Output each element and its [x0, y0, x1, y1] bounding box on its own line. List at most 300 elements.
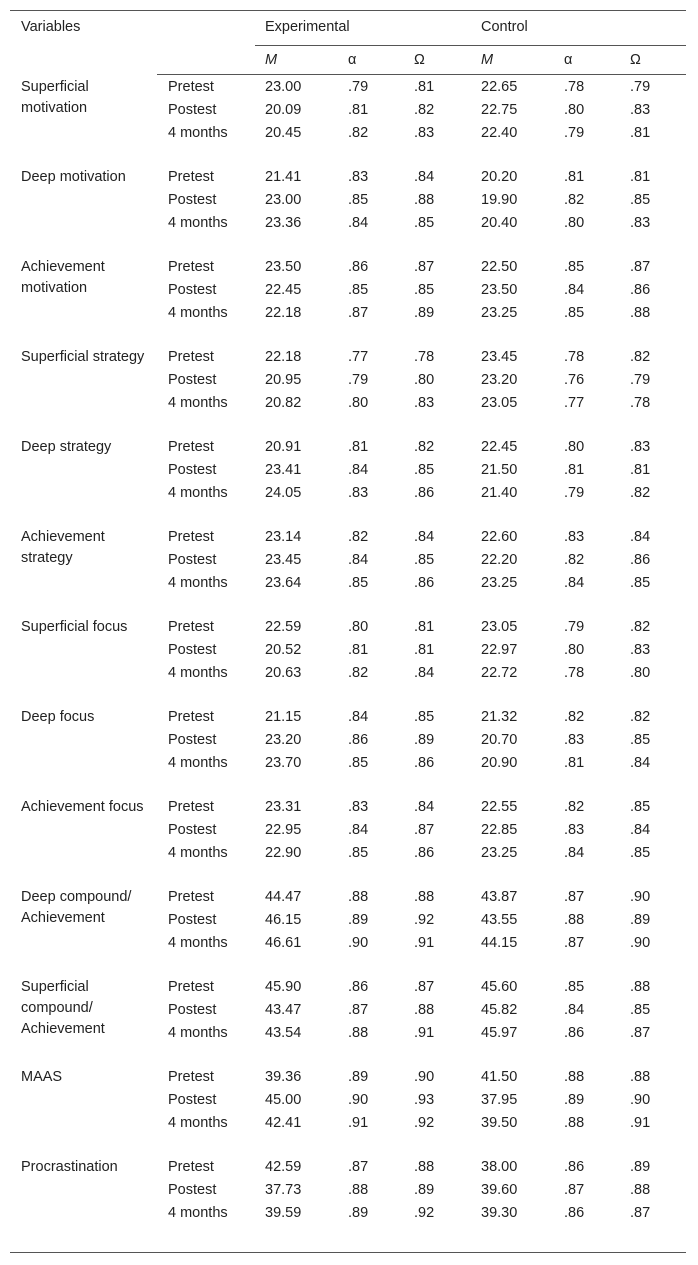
value-cell: .88	[630, 1182, 651, 1198]
value-cell: .85	[348, 575, 369, 591]
value-cell: 42.59	[265, 1159, 302, 1175]
value-cell: .85	[414, 552, 435, 568]
value-cell: .78	[630, 395, 651, 411]
value-cell: .85	[414, 215, 435, 231]
value-cell: 41.50	[481, 1069, 518, 1085]
value-cell: .92	[414, 1115, 435, 1131]
value-cell: .80	[564, 102, 585, 118]
value-cell: 20.20	[481, 169, 518, 185]
value-cell: .85	[564, 979, 585, 995]
value-cell: 37.95	[481, 1092, 518, 1108]
value-cell: 19.90	[481, 192, 518, 208]
value-cell: .84	[348, 822, 369, 838]
value-cell: 39.59	[265, 1205, 302, 1221]
value-cell: 23.25	[481, 845, 518, 861]
value-cell: 20.91	[265, 439, 302, 455]
value-cell: 23.41	[265, 462, 302, 478]
value-cell: 42.41	[265, 1115, 302, 1131]
value-cell: .92	[414, 1205, 435, 1221]
value-cell: .90	[630, 1092, 651, 1108]
value-cell: 20.45	[265, 125, 302, 141]
value-cell: .83	[630, 215, 651, 231]
value-cell: .79	[348, 79, 369, 95]
value-cell: 22.45	[265, 282, 302, 298]
table-row	[10, 1157, 686, 1247]
value-cell: .89	[348, 1205, 369, 1221]
variable-name: Superficial motivation	[21, 79, 89, 116]
time-point: 4 months	[168, 665, 228, 681]
value-cell: .81	[348, 102, 369, 118]
value-cell: .85	[348, 282, 369, 298]
value-cell: .90	[630, 889, 651, 905]
table-row	[10, 1067, 686, 1157]
value-cell: .81	[414, 79, 435, 95]
value-cell: .81	[348, 439, 369, 455]
header-control: Control	[481, 19, 528, 35]
value-cell: 22.72	[481, 665, 518, 681]
variable-name: Superficial compound/ Achievement	[21, 979, 105, 1037]
value-cell: .85	[630, 1002, 651, 1018]
value-cell: 20.40	[481, 215, 518, 231]
value-cell: 23.31	[265, 799, 302, 815]
value-cell: .81	[630, 125, 651, 141]
value-cell: .88	[414, 192, 435, 208]
time-point: Pretest	[168, 259, 214, 275]
value-cell: .87	[414, 822, 435, 838]
value-cell: .87	[348, 305, 369, 321]
value-cell: .79	[564, 485, 585, 501]
value-cell: .86	[414, 575, 435, 591]
header-stat: M	[481, 52, 494, 68]
value-cell: 23.70	[265, 755, 302, 771]
time-point: 4 months	[168, 1115, 228, 1131]
header-variables: Variables	[21, 19, 81, 35]
value-cell: .83	[348, 799, 369, 815]
value-cell: .90	[414, 1069, 435, 1085]
value-cell: .87	[348, 1002, 369, 1018]
value-cell: .81	[414, 619, 435, 635]
value-cell: .83	[414, 125, 435, 141]
value-cell: 46.15	[265, 912, 302, 928]
value-cell: 23.20	[481, 372, 518, 388]
time-point: Pretest	[168, 979, 214, 995]
value-cell: .87	[630, 1025, 651, 1041]
time-point: 4 months	[168, 305, 228, 321]
value-cell: .85	[414, 282, 435, 298]
value-cell: .79	[564, 125, 585, 141]
time-point: Postest	[168, 1182, 217, 1198]
value-cell: .83	[564, 732, 585, 748]
variable-name: Deep strategy	[21, 439, 112, 455]
value-cell: .81	[414, 642, 435, 658]
value-cell: .81	[564, 462, 585, 478]
header-experimental: Experimental	[265, 19, 350, 35]
value-cell: .88	[348, 889, 369, 905]
value-cell: .88	[630, 305, 651, 321]
value-cell: .88	[414, 1002, 435, 1018]
time-point: Postest	[168, 822, 217, 838]
value-cell: .86	[414, 845, 435, 861]
value-cell: .80	[564, 439, 585, 455]
table-row	[10, 707, 686, 797]
value-cell: .82	[414, 439, 435, 455]
value-cell: 22.65	[481, 79, 518, 95]
value-cell: .89	[348, 912, 369, 928]
value-cell: .85	[630, 192, 651, 208]
header-stat: α	[564, 52, 573, 68]
value-cell: .88	[414, 1159, 435, 1175]
value-cell: .84	[414, 665, 435, 681]
value-cell: 23.05	[481, 619, 518, 635]
time-point: 4 months	[168, 845, 228, 861]
value-cell: 45.97	[481, 1025, 518, 1041]
table-row	[10, 77, 686, 167]
value-cell: .79	[630, 372, 651, 388]
value-cell: .87	[414, 259, 435, 275]
value-cell: .83	[414, 395, 435, 411]
value-cell: 21.41	[265, 169, 302, 185]
value-cell: .77	[564, 395, 585, 411]
table-row	[10, 527, 686, 617]
value-cell: .84	[414, 169, 435, 185]
value-cell: .85	[414, 709, 435, 725]
time-point: Postest	[168, 192, 217, 208]
value-cell: .84	[348, 552, 369, 568]
table-row	[10, 437, 686, 527]
value-cell: .86	[564, 1025, 585, 1041]
value-cell: .82	[414, 102, 435, 118]
value-cell: .84	[414, 799, 435, 815]
value-cell: .77	[348, 349, 369, 365]
time-point: Postest	[168, 282, 217, 298]
value-cell: 22.97	[481, 642, 518, 658]
value-cell: 23.00	[265, 192, 302, 208]
time-point: Pretest	[168, 1159, 214, 1175]
value-cell: 22.55	[481, 799, 518, 815]
variable-name: Deep compound/ Achievement	[21, 889, 132, 926]
time-point: Postest	[168, 1092, 217, 1108]
time-point: 4 months	[168, 1205, 228, 1221]
value-cell: .87	[414, 979, 435, 995]
value-cell: .80	[564, 215, 585, 231]
value-cell: .89	[414, 305, 435, 321]
value-cell: .84	[564, 282, 585, 298]
value-cell: .88	[630, 979, 651, 995]
table-row	[10, 257, 686, 347]
value-cell: .91	[348, 1115, 369, 1131]
value-cell: 45.00	[265, 1092, 302, 1108]
value-cell: .86	[348, 979, 369, 995]
value-cell: .76	[564, 372, 585, 388]
value-cell: 23.05	[481, 395, 518, 411]
value-cell: .86	[630, 552, 651, 568]
value-cell: 43.87	[481, 889, 518, 905]
value-cell: 22.75	[481, 102, 518, 118]
value-cell: .87	[564, 1182, 585, 1198]
value-cell: .84	[348, 709, 369, 725]
value-cell: .86	[414, 485, 435, 501]
value-cell: .84	[564, 575, 585, 591]
time-point: 4 months	[168, 485, 228, 501]
value-cell: .81	[564, 169, 585, 185]
value-cell: 22.50	[481, 259, 518, 275]
value-cell: .88	[564, 1069, 585, 1085]
value-cell: .87	[564, 935, 585, 951]
value-cell: .88	[414, 889, 435, 905]
value-cell: 39.36	[265, 1069, 302, 1085]
value-cell: 45.90	[265, 979, 302, 995]
value-cell: .84	[630, 822, 651, 838]
value-cell: .85	[630, 799, 651, 815]
value-cell: 22.40	[481, 125, 518, 141]
value-cell: .80	[414, 372, 435, 388]
value-cell: .88	[348, 1182, 369, 1198]
value-cell: .89	[414, 1182, 435, 1198]
value-cell: 39.60	[481, 1182, 518, 1198]
value-cell: 20.90	[481, 755, 518, 771]
time-point: Pretest	[168, 619, 214, 635]
value-cell: 45.60	[481, 979, 518, 995]
value-cell: 23.50	[481, 282, 518, 298]
value-cell: 22.45	[481, 439, 518, 455]
header-stat: M	[265, 52, 278, 68]
time-point: 4 months	[168, 395, 228, 411]
value-cell: .81	[630, 169, 651, 185]
value-cell: .93	[414, 1092, 435, 1108]
value-cell: .91	[414, 1025, 435, 1041]
time-point: 4 months	[168, 1025, 228, 1041]
value-cell: 21.32	[481, 709, 518, 725]
value-cell: .80	[348, 619, 369, 635]
time-point: Pretest	[168, 439, 214, 455]
time-point: Postest	[168, 732, 217, 748]
variable-name: MAAS	[21, 1069, 63, 1085]
value-cell: .86	[348, 732, 369, 748]
value-cell: .87	[630, 259, 651, 275]
value-cell: 37.73	[265, 1182, 302, 1198]
value-cell: 23.50	[265, 259, 302, 275]
value-cell: .88	[564, 1115, 585, 1131]
variable-name: Procrastination	[21, 1159, 118, 1175]
value-cell: 22.59	[265, 619, 302, 635]
value-cell: 20.95	[265, 372, 302, 388]
group-divider	[255, 45, 686, 46]
time-point: Pretest	[168, 349, 214, 365]
value-cell: .86	[348, 259, 369, 275]
value-cell: .82	[564, 552, 585, 568]
time-point: Pretest	[168, 79, 214, 95]
time-point: Postest	[168, 102, 217, 118]
time-point: Postest	[168, 642, 217, 658]
value-cell: .86	[630, 282, 651, 298]
time-point: 4 months	[168, 125, 228, 141]
value-cell: .83	[630, 642, 651, 658]
value-cell: .89	[630, 1159, 651, 1175]
value-cell: 21.50	[481, 462, 518, 478]
time-point: Pretest	[168, 709, 214, 725]
value-cell: 20.09	[265, 102, 302, 118]
value-cell: .84	[564, 845, 585, 861]
value-cell: .84	[630, 755, 651, 771]
value-cell: 39.50	[481, 1115, 518, 1131]
value-cell: .82	[348, 665, 369, 681]
time-point: Postest	[168, 912, 217, 928]
value-cell: .83	[348, 485, 369, 501]
time-point: Pretest	[168, 799, 214, 815]
value-cell: .81	[630, 462, 651, 478]
value-cell: .78	[564, 665, 585, 681]
value-cell: .86	[564, 1205, 585, 1221]
time-point: 4 months	[168, 215, 228, 231]
time-point: Pretest	[168, 889, 214, 905]
table-row	[10, 347, 686, 437]
value-cell: .85	[348, 845, 369, 861]
value-cell: 22.18	[265, 305, 302, 321]
value-cell: .92	[414, 912, 435, 928]
value-cell: .85	[414, 462, 435, 478]
value-cell: 20.63	[265, 665, 302, 681]
value-cell: .85	[630, 732, 651, 748]
value-cell: .82	[630, 349, 651, 365]
value-cell: .85	[564, 259, 585, 275]
value-cell: .82	[630, 709, 651, 725]
value-cell: .79	[630, 79, 651, 95]
header-stat: α	[348, 52, 357, 68]
time-point: 4 months	[168, 575, 228, 591]
time-point: Postest	[168, 372, 217, 388]
value-cell: .78	[564, 349, 585, 365]
value-cell: .82	[630, 619, 651, 635]
value-cell: 44.47	[265, 889, 302, 905]
value-cell: 22.90	[265, 845, 302, 861]
value-cell: 23.45	[481, 349, 518, 365]
value-cell: 43.54	[265, 1025, 302, 1041]
value-cell: 23.45	[265, 552, 302, 568]
variable-name: Achievement focus	[21, 799, 144, 815]
value-cell: 44.15	[481, 935, 518, 951]
value-cell: .87	[564, 889, 585, 905]
value-cell: .89	[630, 912, 651, 928]
variable-name: Superficial strategy	[21, 349, 145, 365]
value-cell: .83	[630, 102, 651, 118]
value-cell: 43.55	[481, 912, 518, 928]
value-cell: .82	[564, 709, 585, 725]
value-cell: .83	[348, 169, 369, 185]
value-cell: .88	[630, 1069, 651, 1085]
value-cell: 23.36	[265, 215, 302, 231]
data-table	[10, 10, 686, 1253]
value-cell: .83	[564, 822, 585, 838]
value-cell: 23.14	[265, 529, 302, 545]
variable-name: Achievement strategy	[21, 529, 105, 566]
value-cell: .89	[564, 1092, 585, 1108]
value-cell: .87	[630, 1205, 651, 1221]
value-cell: 24.05	[265, 485, 302, 501]
variable-name: Deep motivation	[21, 169, 126, 185]
time-point: Postest	[168, 1002, 217, 1018]
value-cell: 22.18	[265, 349, 302, 365]
value-cell: 38.00	[481, 1159, 518, 1175]
value-cell: .87	[348, 1159, 369, 1175]
value-cell: .90	[630, 935, 651, 951]
value-cell: .90	[348, 935, 369, 951]
header-stat: Ω	[630, 52, 641, 68]
value-cell: .78	[414, 349, 435, 365]
value-cell: 21.15	[265, 709, 302, 725]
value-cell: .85	[564, 305, 585, 321]
table-row	[10, 167, 686, 257]
value-cell: .83	[564, 529, 585, 545]
value-cell: 43.47	[265, 1002, 302, 1018]
value-cell: 46.61	[265, 935, 302, 951]
time-point: Postest	[168, 462, 217, 478]
value-cell: .90	[348, 1092, 369, 1108]
value-cell: 39.30	[481, 1205, 518, 1221]
value-cell: .84	[564, 1002, 585, 1018]
value-cell: 23.64	[265, 575, 302, 591]
value-cell: .82	[630, 485, 651, 501]
value-cell: .82	[348, 529, 369, 545]
value-cell: .84	[414, 529, 435, 545]
value-cell: .83	[630, 439, 651, 455]
value-cell: .80	[630, 665, 651, 681]
value-cell: .89	[414, 732, 435, 748]
value-cell: .85	[348, 755, 369, 771]
value-cell: 23.00	[265, 79, 302, 95]
time-point: Postest	[168, 552, 217, 568]
value-cell: 22.60	[481, 529, 518, 545]
value-cell: 20.52	[265, 642, 302, 658]
value-cell: .84	[348, 215, 369, 231]
value-cell: 21.40	[481, 485, 518, 501]
table-row	[10, 887, 686, 977]
value-cell: .81	[564, 755, 585, 771]
value-cell: 23.20	[265, 732, 302, 748]
value-cell: .80	[564, 642, 585, 658]
value-cell: 20.82	[265, 395, 302, 411]
value-cell: 23.25	[481, 575, 518, 591]
value-cell: 45.82	[481, 1002, 518, 1018]
table-row	[10, 797, 686, 887]
header-divider	[157, 74, 686, 75]
value-cell: .81	[348, 642, 369, 658]
variable-name: Achievement motivation	[21, 259, 105, 296]
value-cell: 22.20	[481, 552, 518, 568]
time-point: 4 months	[168, 755, 228, 771]
value-cell: .85	[348, 192, 369, 208]
variable-name: Deep focus	[21, 709, 95, 725]
value-cell: .84	[348, 462, 369, 478]
value-cell: 22.85	[481, 822, 518, 838]
header-stat: Ω	[414, 52, 425, 68]
value-cell: .85	[630, 575, 651, 591]
value-cell: .78	[564, 79, 585, 95]
value-cell: .80	[348, 395, 369, 411]
time-point: Pretest	[168, 1069, 214, 1085]
time-point: Pretest	[168, 169, 214, 185]
value-cell: 20.70	[481, 732, 518, 748]
value-cell: .85	[630, 845, 651, 861]
value-cell: .86	[564, 1159, 585, 1175]
time-point: 4 months	[168, 935, 228, 951]
value-cell: .88	[564, 912, 585, 928]
table-row	[10, 977, 686, 1067]
variable-name: Superficial focus	[21, 619, 128, 635]
value-cell: .91	[414, 935, 435, 951]
value-cell: .89	[348, 1069, 369, 1085]
time-point: Pretest	[168, 529, 214, 545]
value-cell: .86	[414, 755, 435, 771]
